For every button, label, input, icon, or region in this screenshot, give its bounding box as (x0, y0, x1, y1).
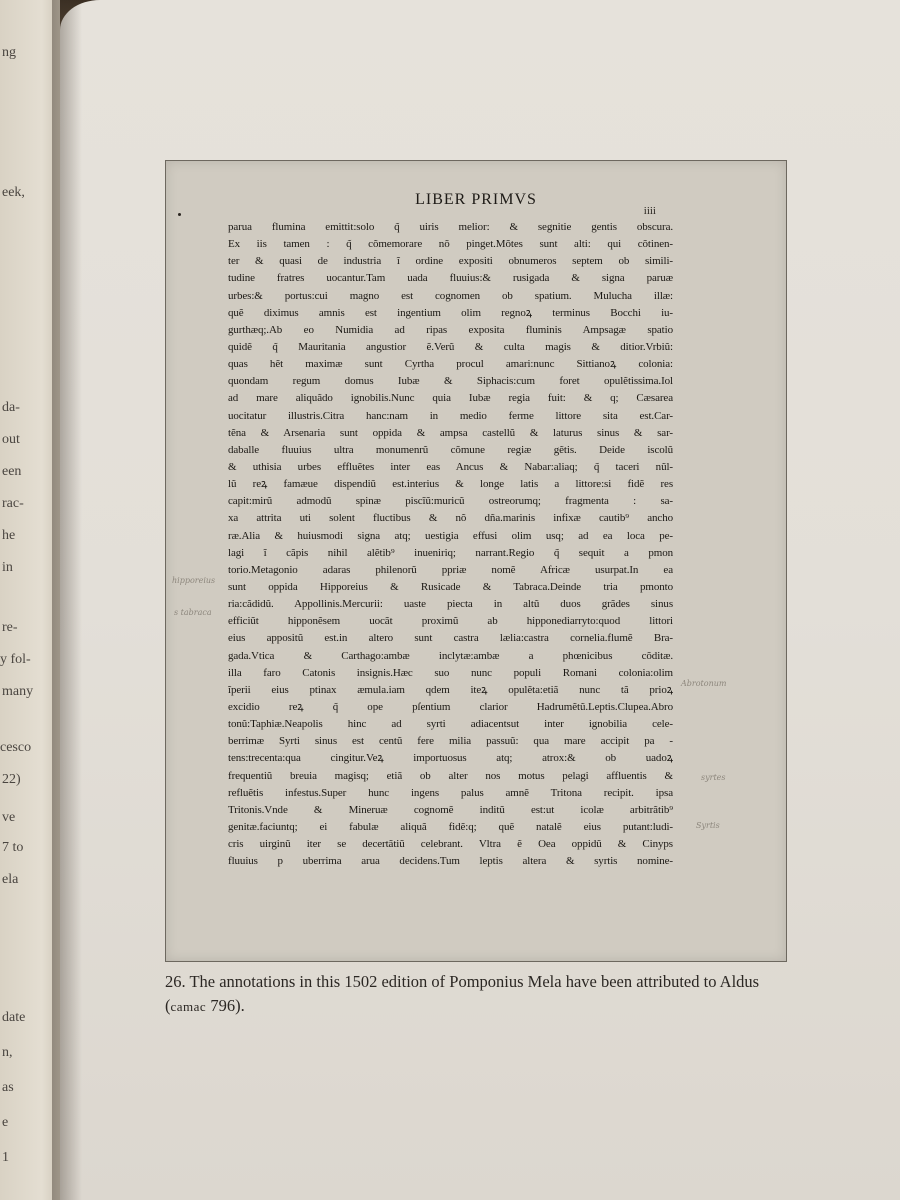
left-page-text-fragment: n, (2, 1045, 13, 1060)
left-page-text-fragment: cesco (0, 740, 32, 755)
left-page-text-fragment: y fol- (0, 652, 31, 667)
left-page-text-fragment: out (2, 432, 20, 447)
left-page-text-fragment: he (2, 528, 16, 543)
text-line: quẽ diximus amnis est ingentium olim regnoꝝ terminus Bocchi iu- (228, 306, 673, 319)
text-line: torio.Metagonio adaras philenorũ ppriæ nomẽ Africæ usurpat.In ea (228, 563, 673, 576)
text-line: cris uirginũ iter se decertãtiũ celebrant. Vltra ẽ Oea oppidũ & Cinyps (228, 838, 673, 851)
text-line: frequentiũ breuia magisq; etiã ob alter nos motus pelagi affluentis & (228, 769, 673, 782)
text-line: illa faro Catonis insignis.Hæc suo nunc populi Romani colonia:olim (228, 666, 673, 679)
text-line: excidio reꝝ q̃ ope pſentium clarior Hadrumẽtũ.Leptis.Clupea.Abro (228, 700, 673, 713)
text-line: efficiũt hipponẽsem uocãt proximũ ab hipponediarryto:quod littori (228, 615, 673, 628)
text-line: xa attrita uti solent fluctibus & nõ dña.marinis infixæ cautib⁹ ancho (228, 512, 673, 525)
caption-number: 26. (165, 972, 186, 991)
ink-speck (178, 213, 181, 216)
text-line: quondam regum domus Iubæ & Siphacis:cum foret opulẽtissima.Iol (228, 375, 673, 388)
text-line: ter & quasi de industria ĩ ordine expositi obnumeros septem ob simili- (228, 255, 673, 268)
left-page (0, 0, 60, 1200)
caption-reference: camac (170, 999, 207, 1014)
book-gutter (52, 0, 82, 1200)
left-page-text-fragment: een (2, 464, 22, 479)
text-line: tudine fratres uocantur.Tam uada fluuius:& rusigada & signa paruæ (228, 272, 673, 285)
left-page-text-fragment: re- (2, 620, 18, 635)
left-page-text-fragment: da- (2, 400, 20, 415)
text-line: Tritonis.Vnde & Mineruæ cognomẽ inditũ est:ut icolæ arbitrãtib⁹ (228, 803, 673, 816)
left-page-text-fragment: as (2, 1080, 14, 1095)
left-page-text-fragment: in (2, 560, 13, 575)
folio-number: iiii (643, 205, 656, 217)
text-line: genitæ.faciuntq; ei fabulæ aliquã fidẽ:q; quẽ natalẽ eius putant:ludi- (228, 820, 673, 833)
left-page-text-fragment: ela (2, 872, 19, 887)
facsimile-plate (165, 160, 787, 962)
text-line: capit:mirũ admodũ spinæ piscĩũ:muricũ ostreorumq; fragmenta : sa- (228, 495, 673, 508)
left-page-text-fragment: date (2, 1010, 26, 1025)
text-line: lũ reꝝ famæue dispendiũ est.interius & longe latis a littore:si fidẽ res (228, 478, 673, 491)
text-line: ad mare aliquãdo ignobilis.Nunc quia Iubæ regia fuit: & q; Cæsarea (228, 392, 673, 405)
text-line: tẽna & Arsenaria sunt oppida & ampsa castellũ & laturus sinus & sar- (228, 426, 673, 439)
running-head: LIBER PRIMVS (415, 191, 537, 208)
text-line: eius appositũ est.in altero sunt castra lælia:castra cornelia.flumẽ Bra- (228, 632, 673, 645)
latin-text-block (228, 219, 673, 870)
margin-note: hipporeius (172, 576, 216, 585)
margin-note: Abrotonum (681, 679, 727, 688)
margin-note: Syrtis (696, 821, 720, 830)
text-line: ræ.Alia & huiusmodi signa atq; uestigia effusi olim usq; ad ea loca pe- (228, 529, 673, 542)
text-line: uocitatur illustris.Citra hanc:nam in medio ferme littore sita est.Car- (228, 409, 673, 422)
left-page-text-fragment: eek, (2, 185, 25, 200)
left-page-text-fragment: rac- (2, 496, 24, 511)
margin-note: s tabraca (174, 608, 212, 617)
left-page-text-fragment: ve (2, 810, 16, 825)
left-page-text-fragment: e (2, 1115, 9, 1130)
text-line: ria:cãdidũ. Appollinis.Mercurii: uaste piecta in altũ duos grãdes sinus (228, 598, 673, 611)
text-line: gurthæq;.Ab eo Numidia ad ripas exposita fluminis Ampsagæ spatio (228, 323, 673, 336)
text-line: parua flumina emittit:solo q̃ uiris melior: & segnitie gentis obscura. (228, 221, 673, 233)
text-line: fluuius p uberrima arua decidens.Tum leptis altera & syrtis nomine- (228, 855, 673, 868)
text-line: Ex iis tamen : q̃ cõmemorare nõ pinget.Mõtes sunt alti: qui cõtinen- (228, 238, 673, 251)
text-line: quas hẽt maximæ sunt Cyrtha procul amari:nunc Sittianoꝝ colonia: (228, 358, 673, 371)
text-line: urbes:& portus:cui magno est cognomen ob spatium. Mulucha illæ: (228, 289, 673, 302)
margin-note: syrtes (701, 773, 726, 782)
left-page-text-fragment: many (2, 684, 34, 699)
caption-text: The annotations in this 1502 edition of Pomponius Mela have been attributed to Aldus ( (165, 972, 760, 1015)
text-line: tens:trecenta:qua cingitur.Veꝝ importuosus atq; atrox:& ob uadoꝝ (228, 752, 673, 765)
text-line: ĩperii eius ptinax æmula.iam qdem iteꝝ opulẽta:etiã nunc tã prioꝝ (228, 683, 673, 696)
text-line: gada.Vtica & Carthago:ambæ inclytæ:ambæ a phœnicibus cõditæ. (228, 649, 673, 662)
text-line: lagi ĩ cãpis nihil alẽtib⁹ inueniriq; narrant.Regio q̃ sequit a pmon (228, 546, 673, 559)
text-line: daballe fluuius ultra monumenrũ cõmune regiæ gẽtis. Deide iscolũ (228, 443, 673, 456)
caption-text-end: 796). (206, 996, 245, 1015)
text-line: quidẽ q̃ Mauritania angustior ẽ.Verũ & culta magis & ditior.Vrbiũ: (228, 340, 673, 353)
left-page-text-fragment: 22) (2, 772, 21, 787)
text-line: tonũ:Taphiæ.Neapolis hinc ad syrti adiacentsut inter ignobilia cele- (228, 718, 673, 731)
text-line: sunt oppida Hipporeius & Rusicade & Tabraca.Deinde tria pmonto (228, 580, 673, 593)
text-line: berrimæ Syrti sinus est centũ fere milia passuũ: qua mare accipit pa - (228, 735, 673, 748)
text-line: refluẽtis infestus.Super hunc ingens palus amnẽ Tritona recipit. ipsa (228, 786, 673, 799)
left-page-text-fragment: 7 to (2, 840, 24, 855)
left-page-text-fragment: ng (2, 45, 16, 60)
left-page-text-fragment: 1 (2, 1150, 9, 1165)
text-line: & uthisia urbes effluẽtes inter eas Ancus & Nabar:aliaq; q̃ taceri nũl- (228, 460, 673, 473)
figure-caption (165, 970, 795, 1019)
